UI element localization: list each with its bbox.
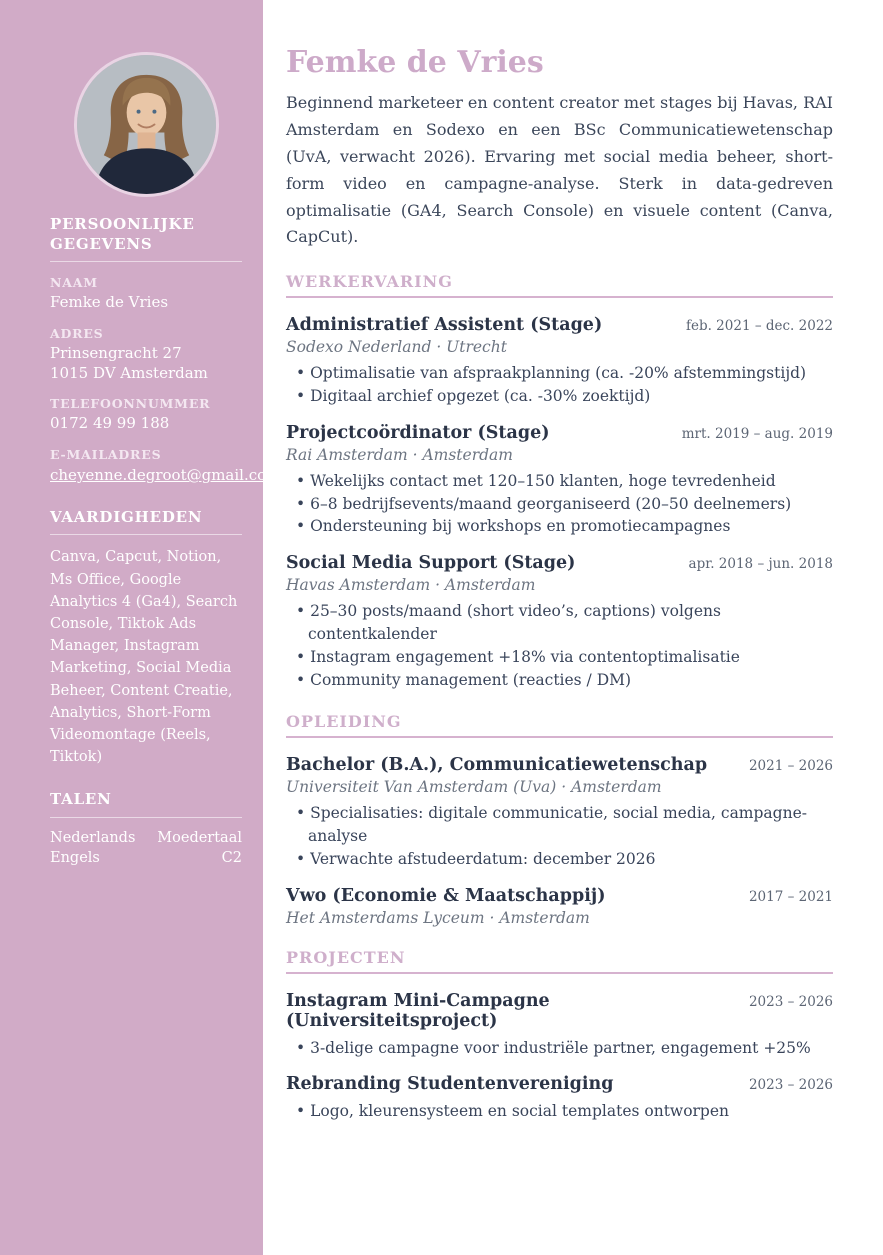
field-address-line2: 1015 DV Amsterdam <box>50 363 208 382</box>
education-entry <box>286 755 833 870</box>
divider <box>50 817 242 818</box>
project-date: 2023 – 2026 <box>748 1077 833 1094</box>
field-phone <box>50 396 242 434</box>
work-entry <box>286 553 833 691</box>
language-name: Nederlands <box>50 829 136 846</box>
job-company: Sodexo Nederland · Utrecht <box>286 338 507 357</box>
bullet-item: • Optimalisatie van afspraakplanning (ca. -20% afstemmingstijd) <box>286 362 833 385</box>
field-address-line1: Prinsengracht 27 <box>50 343 182 362</box>
job-bullets <box>286 470 833 538</box>
entry-head <box>286 553 833 573</box>
project-entry <box>286 991 833 1060</box>
projects-section-heading: PROJECTEN <box>286 948 833 974</box>
resume-main <box>263 0 883 1255</box>
profile-photo <box>74 52 219 197</box>
education-entry <box>286 886 833 927</box>
school-name: Het Amsterdams Lyceum · Amsterdam <box>286 908 590 927</box>
field-email-label: E-MAILADRES <box>50 447 162 463</box>
bullet-item: • 6–8 bedrijfsevents/maand georganiseerd (20–50 deelnemers) <box>286 493 833 516</box>
language-name: Engels <box>50 850 100 867</box>
language-row <box>50 848 242 869</box>
job-date: feb. 2021 – dec. 2022 <box>685 318 833 335</box>
job-title: Projectcoördinator (Stage) <box>286 422 550 443</box>
personal-section-heading: PERSOONLIJKE GEGEVENS <box>50 215 195 253</box>
degree-title: Vwo (Economie & Maatschappij) <box>286 885 606 906</box>
bullet-item: • Digitaal archief opgezet (ca. -30% zoektijd) <box>286 385 833 408</box>
entry-head <box>286 423 833 443</box>
school-name: Universiteit Van Amsterdam (Uva) · Amsterdam <box>286 778 662 797</box>
entry-head <box>286 886 833 906</box>
entry-head <box>286 315 833 335</box>
job-bullets <box>286 362 833 408</box>
profile-photo-illustration <box>77 55 216 194</box>
field-name <box>50 275 242 313</box>
bullet-item: • Community management (reacties / DM) <box>286 669 833 692</box>
language-level: C2 <box>221 850 242 867</box>
language-row <box>50 828 242 849</box>
sidebar-section-languages <box>50 790 242 869</box>
project-bullets <box>286 1037 833 1060</box>
project-title: Rebranding Studentenvereniging <box>286 1074 614 1095</box>
field-phone-value: 0172 49 99 188 <box>50 414 170 433</box>
work-entry <box>286 315 833 408</box>
profile-summary: Beginnend marketeer en content creator met stages bij Havas, RAI Amsterdam en Sodexo en een BSc Communicatiewetenschap (UvA, verwacht 2026). Ervaring met social media beheer, short-form video en campagne-analyse. Sterk in data-gedreven optimalisatie (GA4, Search Console) en visuele content (Canva, CapCut). <box>286 93 833 247</box>
field-email <box>50 447 281 486</box>
skills-section-heading: VAARDIGHEDEN <box>50 507 203 526</box>
project-title: Instagram Mini-Campagne (Universiteitsproject) <box>286 990 550 1031</box>
page-title: Femke de Vries <box>286 45 544 80</box>
languages-section-heading: TALEN <box>50 790 112 809</box>
bullet-item: • Ondersteuning bij workshops en promotiecampagnes <box>286 515 833 538</box>
field-address <box>50 326 242 384</box>
entry-head <box>286 1074 833 1094</box>
degree-bullets <box>286 802 833 870</box>
bullet-item: • Instagram engagement +18% via contentoptimalisatie <box>286 646 833 669</box>
divider <box>50 261 242 262</box>
language-level: Moedertaal <box>157 829 242 846</box>
entry-head <box>286 991 833 1031</box>
project-bullets <box>286 1100 833 1123</box>
bullet-item: • Logo, kleurensysteem en social templates ontworpen <box>286 1100 833 1123</box>
field-address-label: ADRES <box>50 325 104 341</box>
education-section-heading: OPLEIDING <box>286 712 833 738</box>
bullet-item: • 25–30 posts/maand (short video’s, captions) volgens contentkalender <box>286 600 833 646</box>
sidebar <box>0 0 281 1255</box>
degree-date: 2021 – 2026 <box>748 758 833 775</box>
bullet-item: • Wekelijks contact met 120–150 klanten, hoge tevredenheid <box>286 470 833 493</box>
section-education <box>286 712 833 926</box>
degree-date: 2017 – 2021 <box>748 888 833 905</box>
sidebar-section-personal <box>50 215 281 486</box>
job-date: apr. 2018 – jun. 2018 <box>688 556 833 573</box>
section-projects <box>286 948 833 1124</box>
job-date: mrt. 2019 – aug. 2019 <box>681 425 833 442</box>
language-rows <box>50 828 242 869</box>
job-title: Social Media Support (Stage) <box>286 553 576 574</box>
bullet-item: • 3-delige campagne voor industriële partner, engagement +25% <box>286 1037 833 1060</box>
divider <box>50 534 242 535</box>
project-date: 2023 – 2026 <box>748 993 833 1010</box>
work-section-heading: WERKERVARING <box>286 272 833 298</box>
skills-list-text: Canva, Capcut, Notion, Ms Office, Google Analytics 4 (Ga4), Search Console, Tiktok Ads Manager, Instagram Marketing, Social Media Beheer, Content Creatie, Analytics, Short-Form Videomontage (Reels, Tiktok) <box>50 549 238 766</box>
email-link[interactable]: cheyenne.degroot@gmail.com <box>50 466 281 485</box>
bullet-item: • Verwachte afstudeerdatum: december 2026 <box>286 848 833 871</box>
work-entry <box>286 423 833 538</box>
field-name-value: Femke de Vries <box>50 293 169 311</box>
job-company: Rai Amsterdam · Amsterdam <box>286 445 513 464</box>
field-phone-label: TELEFOONNUMMER <box>50 396 211 412</box>
job-title: Administratief Assistent (Stage) <box>286 315 603 336</box>
job-company: Havas Amsterdam · Amsterdam <box>286 576 536 595</box>
field-name-label: NAAM <box>50 275 98 290</box>
entry-head <box>286 755 833 775</box>
sidebar-section-skills <box>50 508 242 768</box>
bullet-item: • Specialisaties: digitale communicatie, social media, campagne-analyse <box>286 802 833 848</box>
job-bullets <box>286 600 833 691</box>
project-entry <box>286 1074 833 1123</box>
section-work-experience <box>286 272 833 691</box>
degree-title: Bachelor (B.A.), Communicatiewetenschap <box>286 755 708 776</box>
